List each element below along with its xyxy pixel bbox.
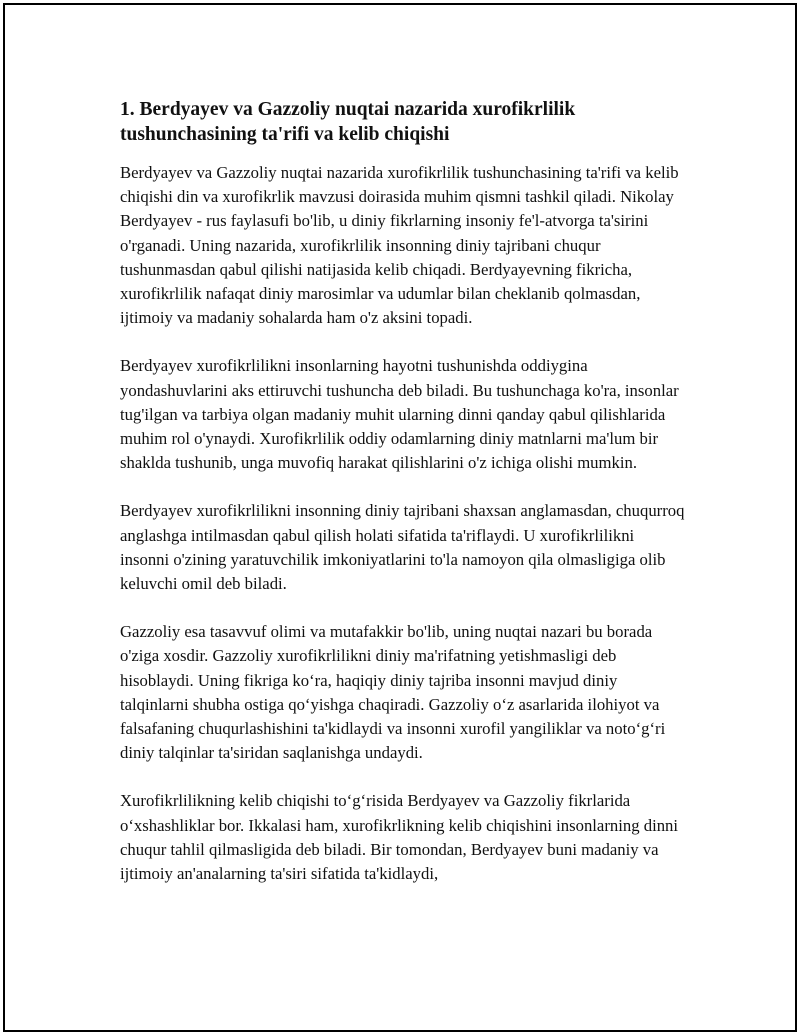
paragraph-2: Berdyayev xurofikrlilikni insonlarning hayotni tushunishda oddiygina yondashuvlarini aks ettiruvchi tushuncha deb biladi. Bu tushunchaga ko'ra, insonlar tug'ilgan va tarbiya olgan madaniy muhit ularning dinni qanday qabul qilishlarida muhim rol o'ynaydi. Xurofikrlilik oddiy odamlarning diniy matnlarni ma'lum bir shaklda tushunib, unga muvofiq harakat qilishlarini o'z ichiga olishi mumkin.	[120, 356, 679, 473]
document-page	[3, 3, 797, 1032]
paragraph-5: Xurofikrlilikning kelib chiqishi to‘g‘risida Berdyayev va Gazzoliy fikrlarida o‘xshashliklar bor. Ikkalasi ham, xurofikrlikning kelib chiqishini insonlarning dinni chuqur tahlil qilmasligida deb biladi. Bir tomondan, Berdyayev buni madaniy va ijtimoiy an'analarning ta'siri sifatida ta'kidlaydi,	[120, 791, 679, 884]
section-heading: 1. Berdyayev va Gazzoliy nuqtai nazarida xurofikrlilik tushunchasining ta'rifi va kelib chiqishi	[120, 99, 576, 145]
paragraph-3: Berdyayev xurofikrlilikni insonning diniy tajribani shaxsan anglamasdan, chuqurroq anglashga intilmasdan qabul qilish holati sifatida ta'riflaydi. U xurofikrlilikni insonni o'zining yaratuvchilik imkoniyatlarini to'la namoyon qila olmasligiga olib keluvchi omil deb biladi.	[120, 501, 685, 594]
document-body	[120, 97, 685, 910]
paragraph-1: Berdyayev va Gazzoliy nuqtai nazarida xurofikrlilik tushunchasining ta'rifi va kelib chiqishi din va xurofikrlik mavzusi doirasida muhim qismni tashkil qiladi. Nikolay Berdyayev - rus faylasufi bo'lib, u diniy fikrlarning insoniy fe'l-atvorga ta'sirini o'rganadi. Uning nazarida, xurofikrlilik insonning diniy tajribani chuqur tushunmasdan qabul qilishi natijasida kelib chiqadi. Berdyayevning fikricha, xurofikrlilik nafaqat diniy marosimlar va udumlar bilan cheklanib qolmasdan, ijtimoiy va madaniy sohalarda ham o'z aksini topadi.	[120, 163, 679, 328]
paragraph-4: Gazzoliy esa tasavvuf olimi va mutafakkir bo'lib, uning nuqtai nazari bu borada o'ziga xosdir. Gazzoliy xurofikrlilikni diniy ma'rifatning yetishmasligi deb hisoblaydi. Uning fikriga ko‘ra, haqiqiy diniy tajriba insonni mavjud diniy talqinlarni shubha ostiga qo‘yishga chaqiradi. Gazzoliy o‘z asarlarida ilohiyot va falsafaning chuqurlashishini ta'kidlaydi va insonni xurofil yangiliklar va noto‘g‘ri diniy talqinlar ta'siridan saqlanishga undaydi.	[120, 622, 666, 763]
